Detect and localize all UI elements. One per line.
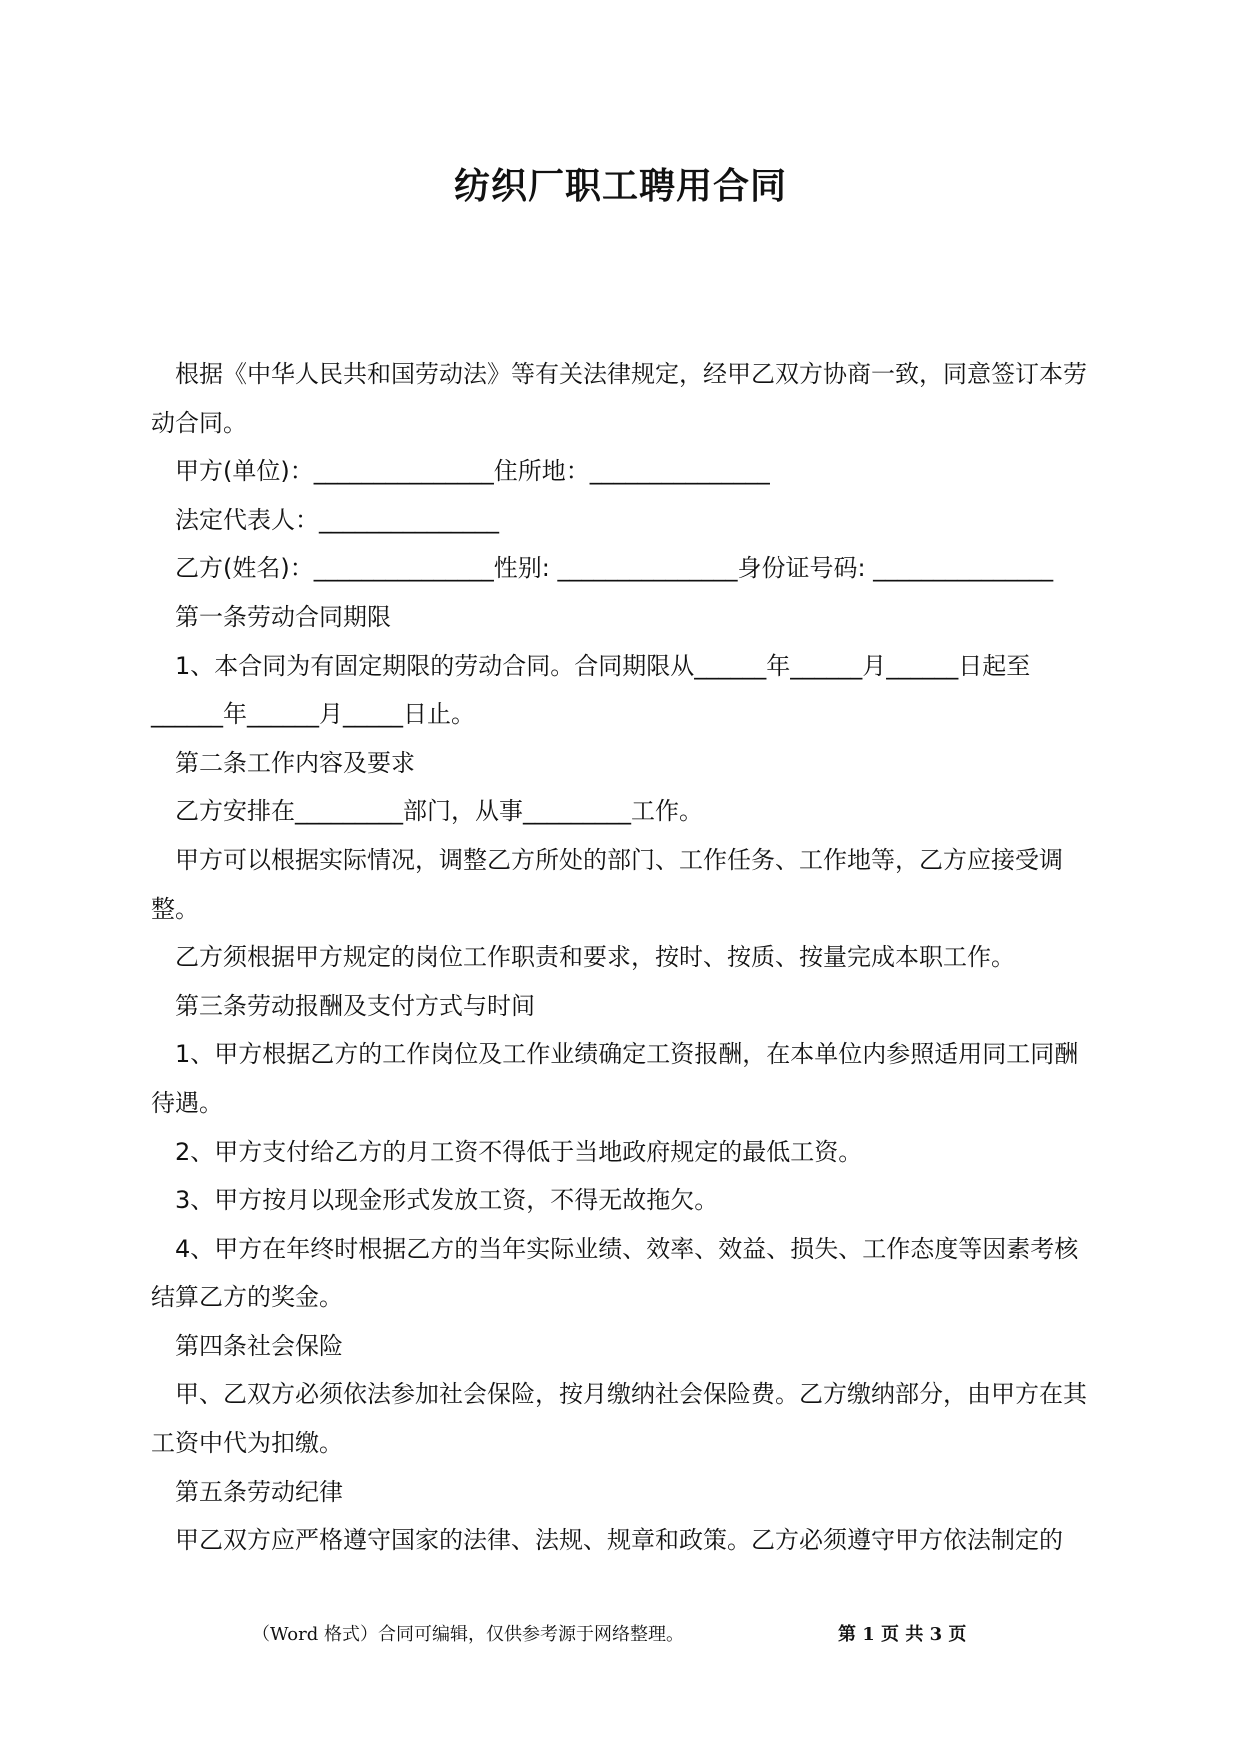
article-4-heading: 第四条社会保险 [175,1331,343,1360]
paragraph-party-b: 乙方(姓名)：_______________性别: _______________身份证号码: _______________ [175,554,1054,583]
page-number: 第 1 页 共 3 页 [838,1624,967,1645]
article-2-para-3: 乙方须根据甲方规定的岗位工作职责和要求，按时、按质、按量完成本职工作。 [175,943,1015,972]
document-title: 纺织厂职工聘用合同 [453,166,787,207]
paragraph-party-a: 甲方(单位)：_______________住所地：_______________ [175,457,770,486]
paragraph-legal-rep: 法定代表人：_______________ [175,505,499,534]
article-3-item-2: 2、甲方支付给乙方的月工资不得低于当地政府规定的最低工资。 [175,1137,863,1166]
article-5-heading: 第五条劳动纪律 [175,1477,343,1506]
article-4-para-1: 甲、乙双方必须依法参加社会保险，按月缴纳社会保险费。乙方缴纳部分，由甲方在其工资中代为扣缴。 [151,1380,1087,1458]
article-3-item-3: 3、甲方按月以现金形式发放工资，不得无故拖欠。 [175,1186,719,1215]
article-3-heading: 第三条劳动报酬及支付方式与时间 [175,991,535,1020]
article-2-heading: 第二条工作内容及要求 [175,748,415,777]
article-5-para-1: 甲乙双方应严格遵守国家的法律、法规、规章和政策。乙方必须遵守甲方依法制定的 [175,1526,1063,1555]
article-1-item-1: 1、本合同为有固定期限的劳动合同。合同期限从______年______月______日起至______年______月_____日止。 [151,651,1031,729]
article-2-para-2: 甲方可以根据实际情况，调整乙方所处的部门、工作任务、工作地等，乙方应接受调整。 [151,845,1063,923]
paragraph-preamble: 根据《中华人民共和国劳动法》等有关法律规定，经甲乙双方协商一致，同意签订本劳动合同。 [151,360,1087,437]
document-body [151,350,1090,1565]
footer-note: （Word 格式）合同可编辑，仅供参考源于网络整理。 [252,1624,684,1645]
article-3-item-1: 1、甲方根据乙方的工作岗位及工作业绩确定工资报酬，在本单位内参照适用同工同酬待遇。 [151,1040,1079,1117]
article-2-para-1: 乙方安排在_________部门，从事_________工作。 [175,797,703,826]
article-3-item-4: 4、甲方在年终时根据乙方的当年实际业绩、效率、效益、损失、工作态度等因素考核结算乙方的奖金。 [151,1234,1079,1312]
article-1-heading: 第一条劳动合同期限 [175,602,391,631]
